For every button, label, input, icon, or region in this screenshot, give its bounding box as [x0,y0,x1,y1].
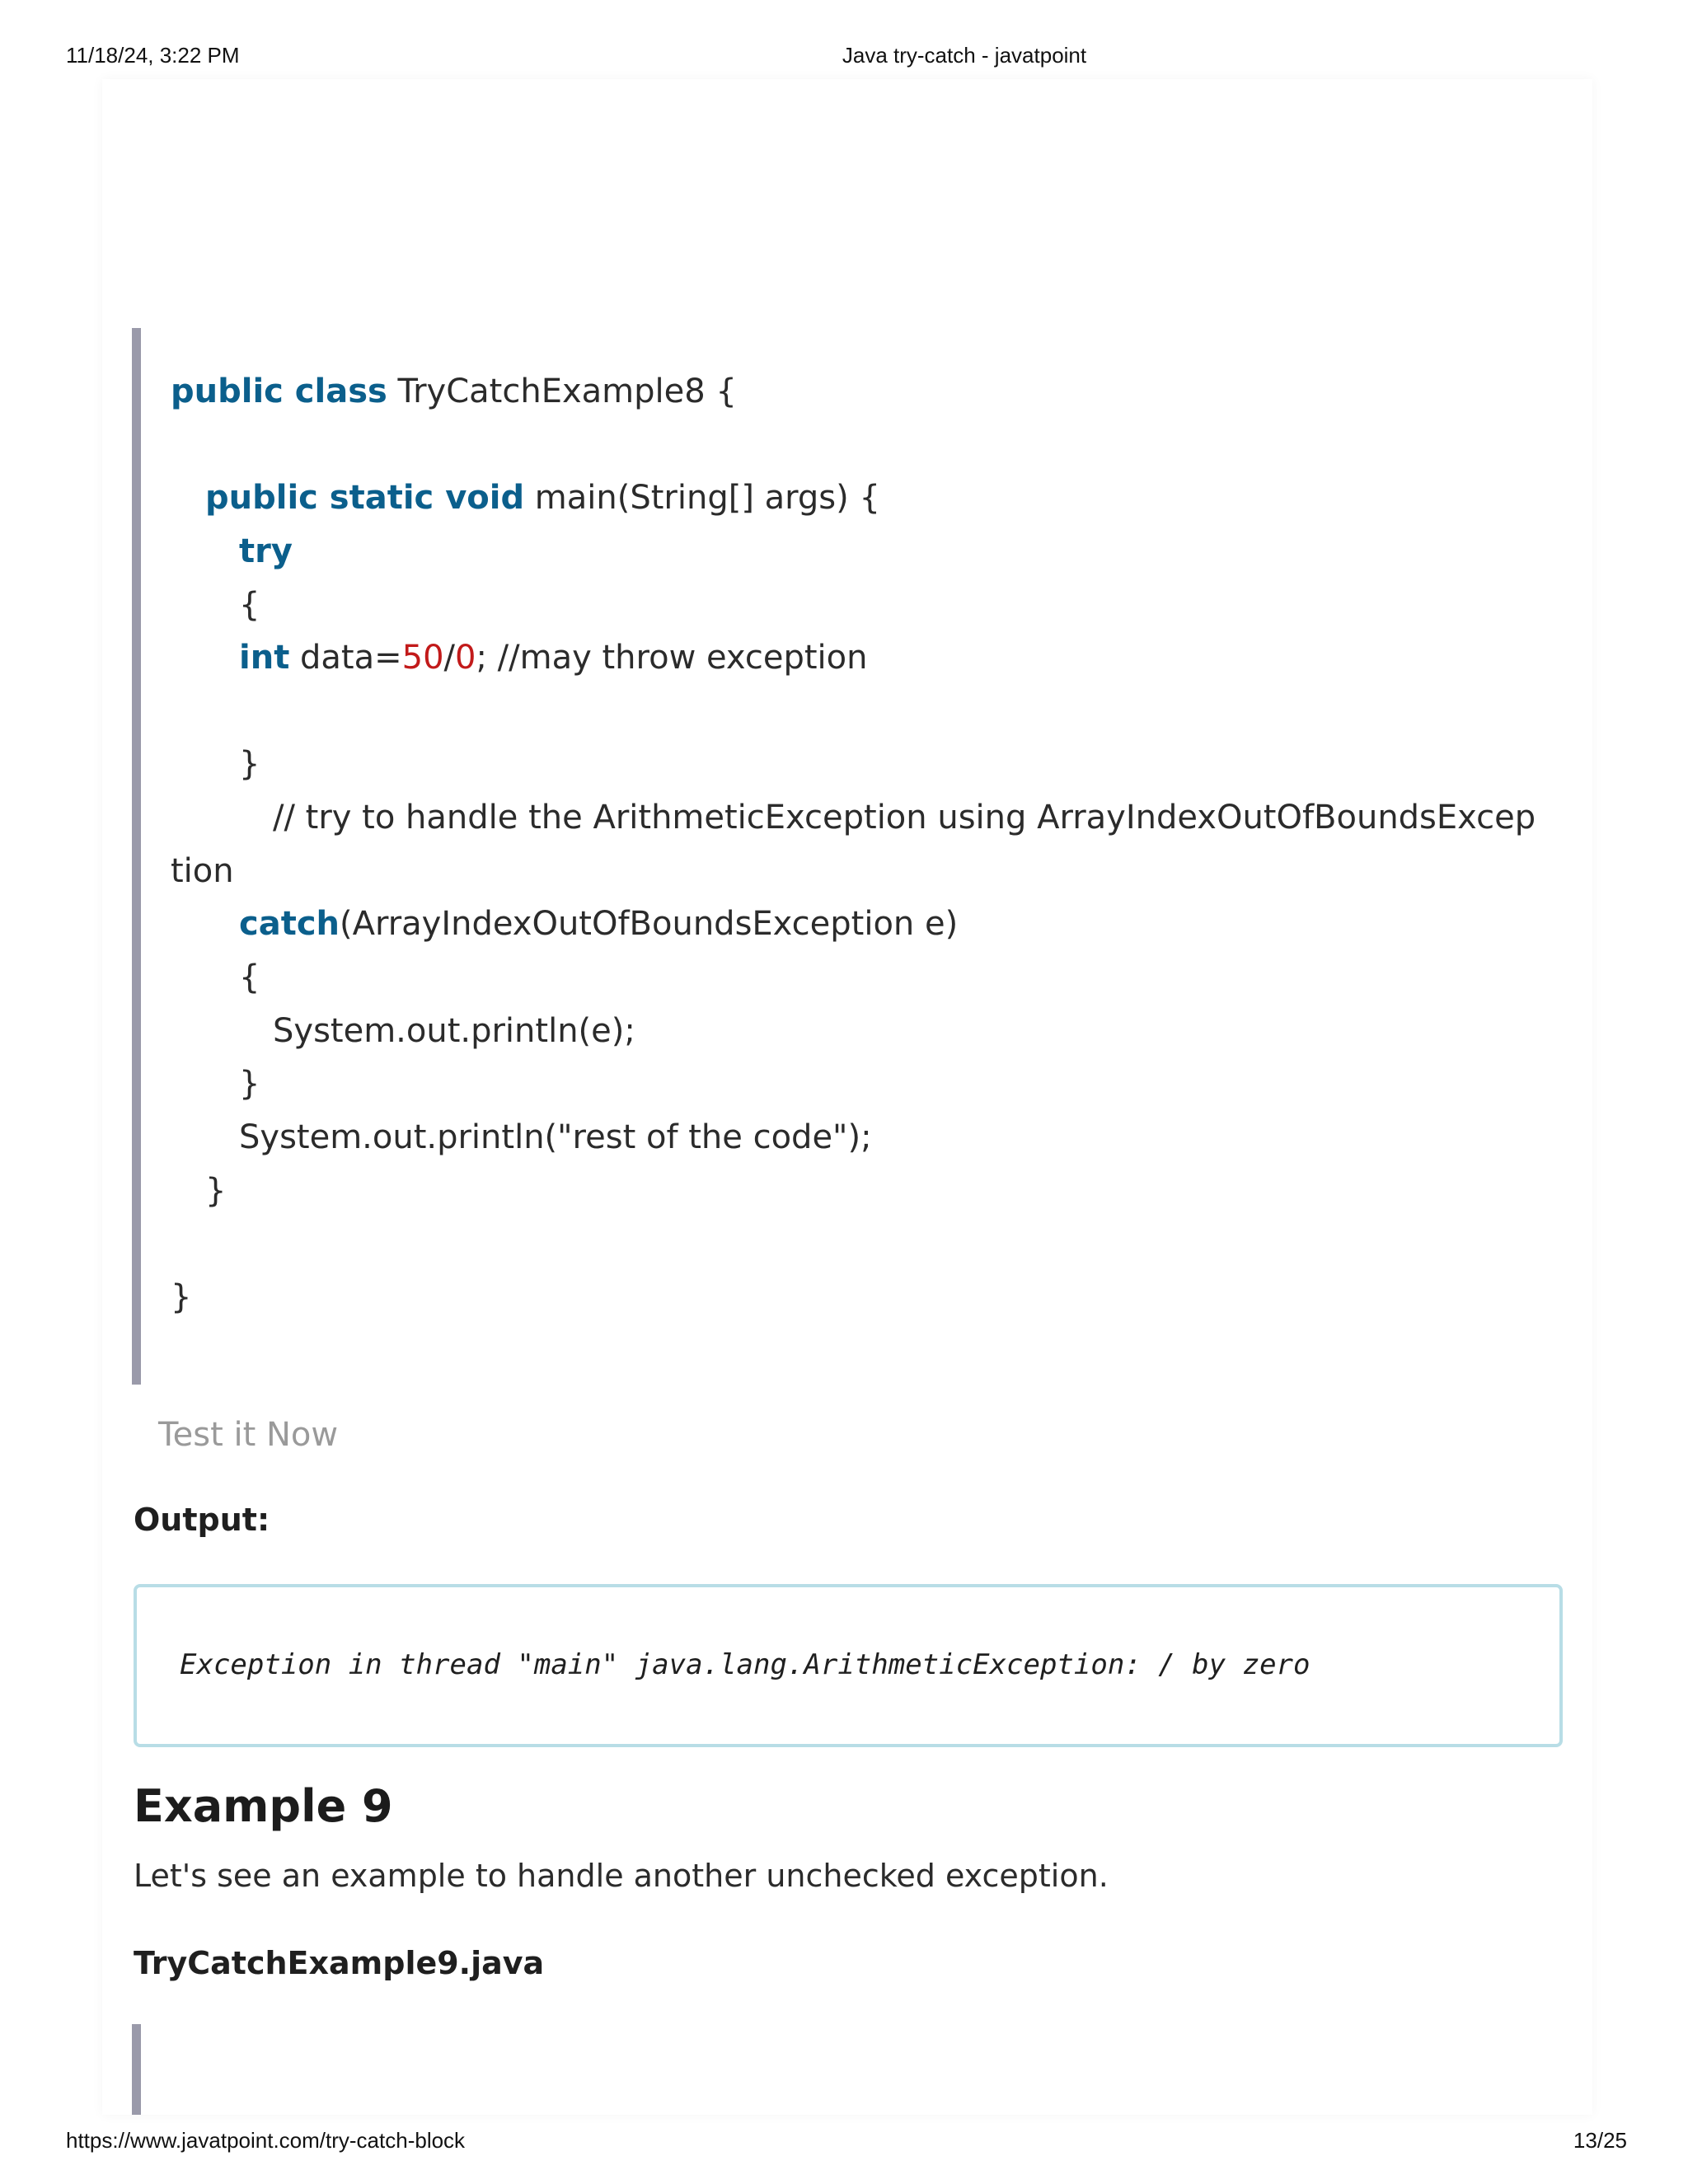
code-block-next [132,2024,141,2115]
code-line-13: System.out.println("rest of the code"); [239,1118,872,1156]
file-name: TryCatchExample9.java [134,1945,545,1981]
code-block [132,328,1550,1385]
code-line-2: public static void main(String[] args) { [205,479,880,517]
output-label: Output: [134,1502,270,1538]
code-line-4: { [239,586,260,624]
print-url: https://www.javatpoint.com/try-catch-block [66,2128,466,2153]
example-description: Let's see an example to handle another unchecked exception. [134,1858,1109,1894]
print-header [0,43,1688,71]
example-title: Example 9 [134,1780,393,1832]
code-line-5: int data=50/0; //may throw exception [239,639,868,677]
code-line-14: } [205,1172,227,1210]
code-line-9: catch(ArrayIndexOutOfBoundsException e) [239,905,959,943]
output-text: Exception in thread "main" java.lang.ArithmeticException: / by zero [180,1648,1311,1681]
code-line-1: public class TryCatchExample8 { [171,373,737,410]
print-page-title: Java try-catch - javatpoint [842,43,1087,68]
output-box [134,1584,1563,1747]
code-line-12: } [239,1065,260,1103]
code-line-6: } [239,745,260,783]
code-line-3: try [239,532,293,570]
code-line-10: { [239,958,260,996]
code-line-7: // try to handle the ArithmeticException using ArrayIndexOutOfBoundsExcep [273,799,1536,837]
code-line-15: } [171,1278,192,1316]
print-datetime: 11/18/24, 3:22 PM [66,43,240,68]
print-page-number: 13/25 [1573,2128,1627,2153]
code-line-8: tion [171,852,234,890]
code-line-11: System.out.println(e); [273,1012,635,1050]
print-footer [0,2128,1688,2156]
test-it-now-link[interactable]: Test it Now [158,1416,339,1454]
